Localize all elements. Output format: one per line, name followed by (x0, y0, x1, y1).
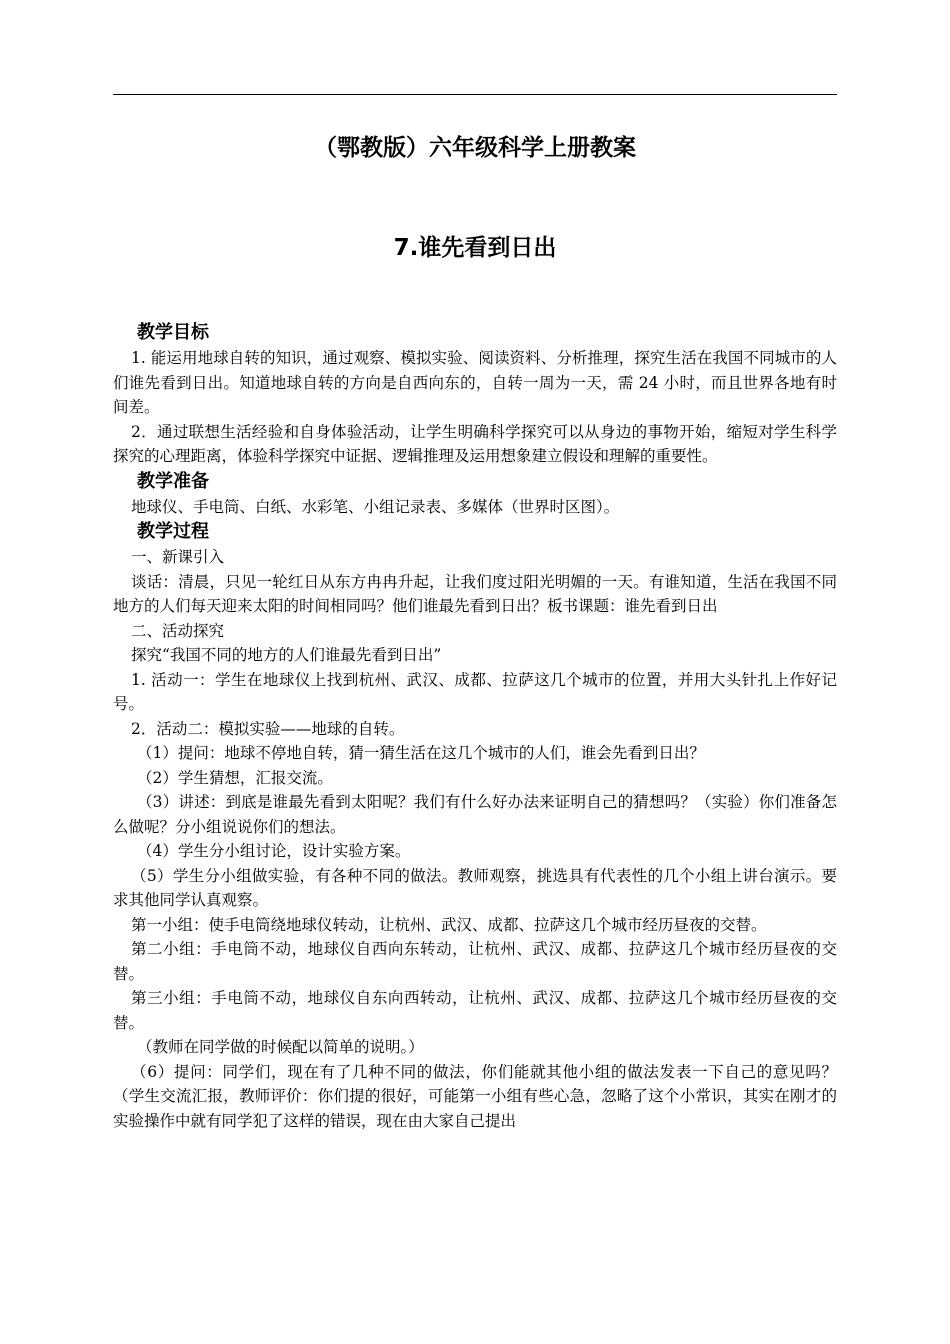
process-paragraph: （教师在同学做的时候配以简单的说明。） (137, 1038, 424, 1056)
lesson-title: 7.谁先看到日出 (393, 235, 557, 261)
process-paragraph: （5）学生分小组做实验，有各种不同的做法。教师观察，挑选具有代表性的几个小组上讲台演示。要求其他同学认真观察。 (113, 866, 837, 909)
section-heading-process: 教学过程 (137, 521, 209, 542)
document-title: （鄂教版）六年级科学上册教案 (314, 135, 636, 161)
process-paragraph: 第三小组：手电筒不动，地球仪自东向西转动，让杭州、武汉、成都、拉萨这几个城市经历昼夜的交替。 (113, 989, 837, 1032)
process-paragraph: 1. 活动一：学生在地球仪上找到杭州、武汉、成都、拉萨这几个城市的位置，并用大头针扎上作好记号。 (113, 670, 837, 713)
process-paragraph: 2．活动二：模拟实验——地球的自转。 (131, 719, 405, 738)
objective-paragraph: 2．通过联想生活经验和自身体验活动，让学生明确科学探究可以从身边的事物开始，缩短对学生科学探究的心理距离，体验科学探究中证据、逻辑推理及运用想象建立假设和理解的重要性。 (113, 422, 837, 465)
header-rule (113, 94, 837, 95)
process-paragraph: 探究“我国不同的地方的人们谁最先看到日出” (131, 646, 442, 664)
process-paragraph: （4）学生分小组讨论，设计实验方案。 (137, 842, 411, 860)
process-paragraph: 第二小组：手电筒不动，地球仪自西向东转动，让杭州、武汉、成都、拉萨这几个城市经历昼夜的交替。 (113, 940, 837, 983)
document-body (113, 320, 837, 1133)
process-paragraph: （6）提问：同学们，现在有了几种不同的做法，你们能就其他小组的做法发表一下自己的意见吗？（学生交流汇报，教师评价：你们提的很好，可能第一小组有些心急，忽略了这个小常识，其实在刚才的实验操作中就有同学犯了这样的错误，现在由大家自己提出 (113, 1062, 837, 1130)
section-heading-preparation: 教学准备 (137, 470, 209, 492)
process-paragraph: （3）讲述：到底是谁最先看到太阳呢？我们有什么好办法来证明自己的猜想吗？（实验）你们准备怎么做呢？分小组说说你们的想法。 (113, 793, 837, 836)
process-paragraph: 一、新课引入 (131, 548, 225, 566)
process-paragraph: （2）学生猜想，汇报交流。 (137, 768, 333, 787)
process-paragraph: 谈话：清晨，只见一轮红日从东方冉冉升起，让我们度过阳光明媚的一天。有谁知道，生活在我国不同地方的人们每天迎来太阳的时间相同吗？他们谁最先看到日出？板书课题：谁先看到日出 (113, 572, 837, 615)
process-paragraph: 二、活动探究 (131, 621, 225, 640)
objective-paragraph: 1. 能运用地球自转的知识，通过观察、模拟实验、阅读资料、分析推理，探究生活在我国不同城市的人们谁先看到日出。知道地球自转的方向是自西向东的，自转一周为一天，需 24 小时，而且世界各地有时间差。 (113, 349, 837, 416)
section-heading-objectives: 教学目标 (137, 322, 209, 343)
preparation-paragraph: 地球仪、手电筒、白纸、水彩笔、小组记录表、多媒体（世界时区图）。 (131, 497, 620, 516)
process-paragraph: （1）提问：地球不停地自转，猜一猜生活在这几个城市的人们，谁会先看到日出？ (137, 744, 705, 762)
process-paragraph: 第一小组：使手电筒绕地球仪转动，让杭州、武汉、成都、拉萨这几个城市经历昼夜的交替。 (131, 915, 767, 934)
